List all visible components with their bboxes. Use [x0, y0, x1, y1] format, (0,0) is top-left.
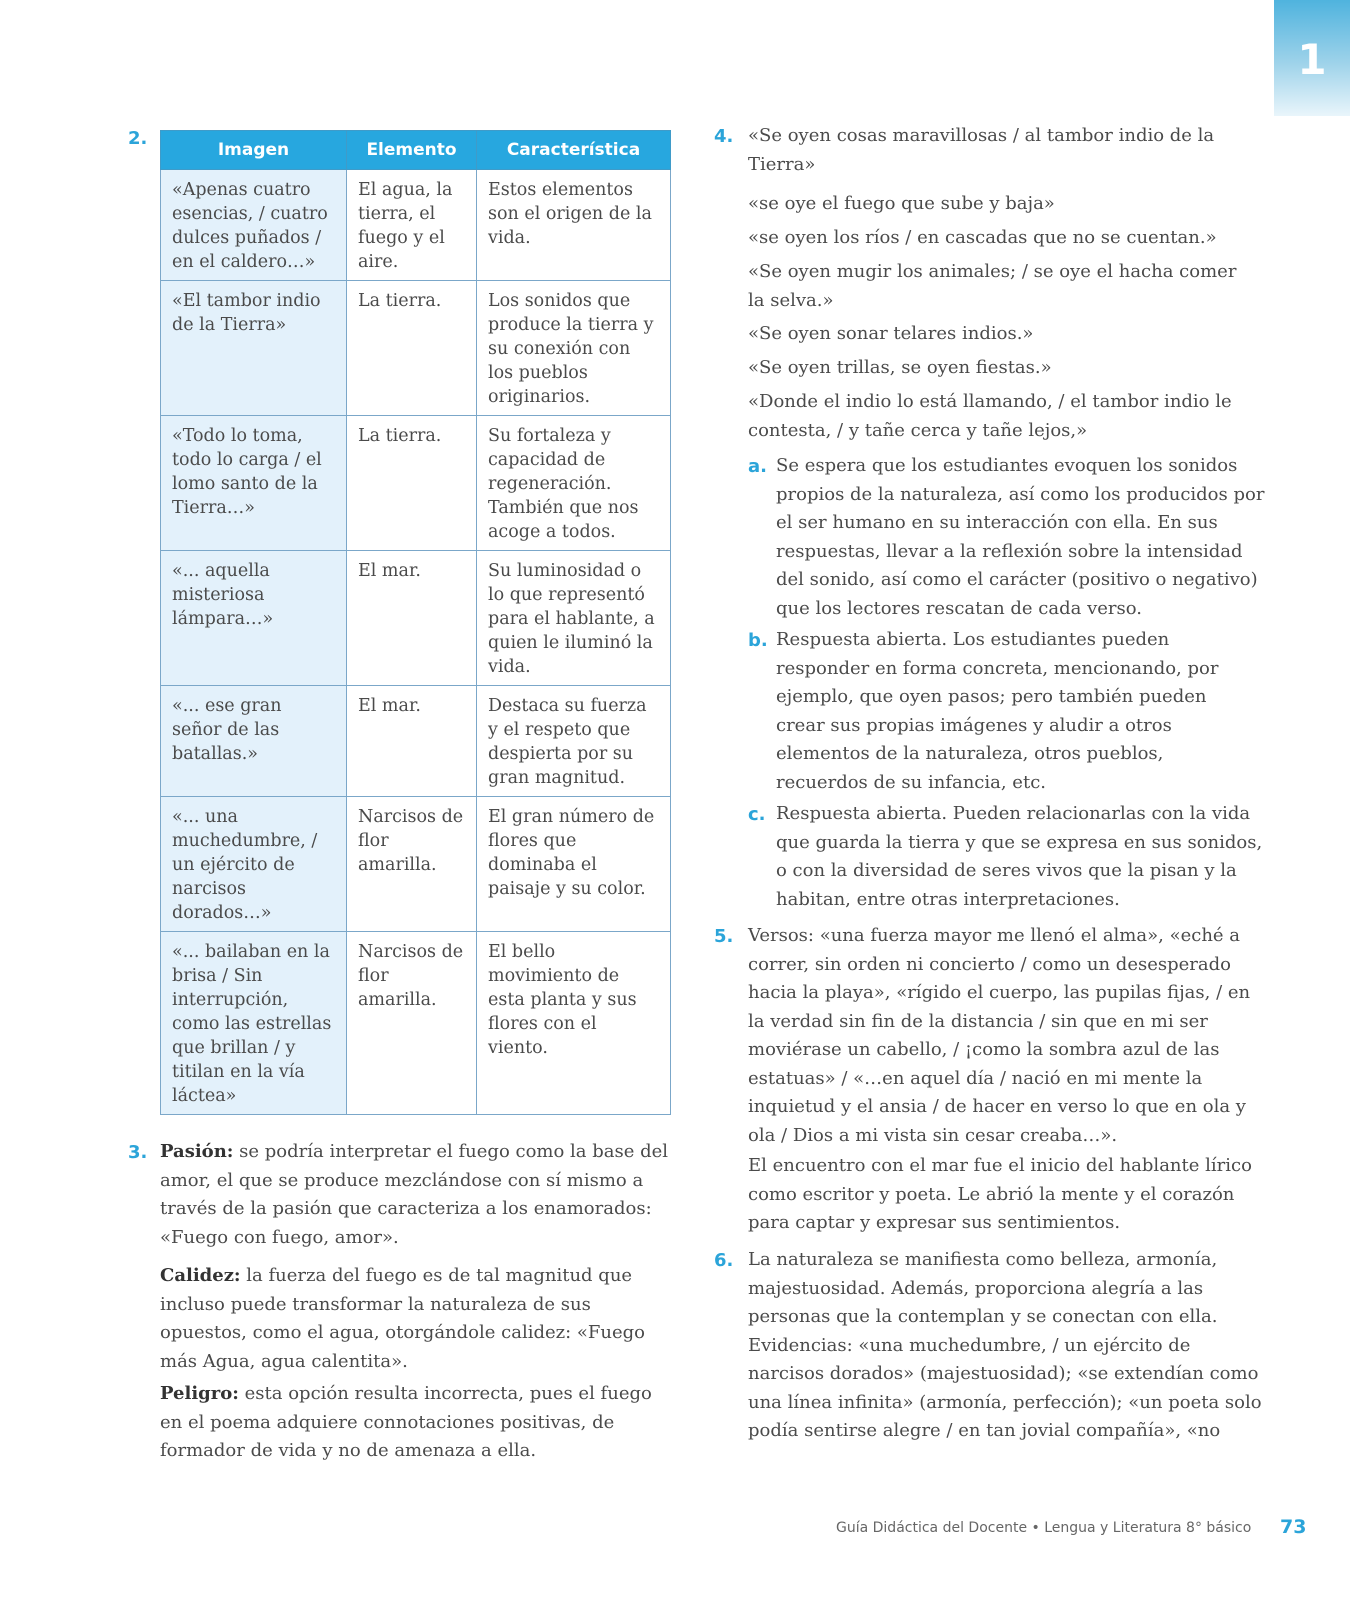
- q4-quote-4: «Se oyen mugir los animales; / se oye el hacha comer la selva.»: [748, 261, 1237, 311]
- footer-text: Guía Didáctica del Docente • Lengua y Literatura 8° básico: [836, 1520, 1252, 1536]
- q3-pasion-paragraph: [160, 1138, 670, 1252]
- cell-caracteristica: Los sonidos que produce la tierra y su conexión con los pueblos originarios.: [477, 281, 671, 416]
- cell-imagen: «... una muchedumbre, / un ejército de narcisos dorados…»: [161, 797, 347, 932]
- header-elemento: Elemento: [347, 131, 477, 170]
- question-6-number: 6.: [714, 1250, 734, 1271]
- cell-caracteristica: El bello movimiento de esta planta y sus flores con el viento.: [477, 932, 671, 1115]
- table-row: [161, 686, 671, 797]
- q4-c-text: Respuesta abierta. Pueden relacionarlas con la vida que guarda la tierra y que se expresa en sus sonidos, o con la diversidad de seres vivos que la pisan y la habitan, entre otras interpretaciones.: [776, 803, 1263, 910]
- q5-verses-paragraph: Versos: «una fuerza mayor me llenó el alma», «eché a correr, sin orden ni concierto / como un desesperado hacia la playa», «rígido el cuerpo, las pupilas fijas, / en la verdad sin fin de la distancia / sin que en mi ser moviérase un cabello, / ¡como la sombra azul de las estatuas» / «…en aquel día / nació en mi mente la inquietud y el ansia / de hacer en verso lo que en ola y ola / Dios a mi vista sin cesar creaba…».: [748, 925, 1251, 1146]
- q4-quote-2: «se oye el fuego que sube y baja»: [748, 193, 1055, 214]
- header-imagen: Imagen: [161, 131, 347, 170]
- cell-caracteristica: Estos elementos son el origen de la vida.: [477, 170, 671, 281]
- table-header-row: [161, 131, 671, 170]
- cell-elemento: El mar.: [347, 686, 477, 797]
- table-row: [161, 416, 671, 551]
- q4-a-text: Se espera que los estudiantes evoquen los sonidos propios de la naturaleza, así como los producidos por el ser humano en su interacción con ella. En sus respuestas, llevar a la reflexión sobre la intensidad del sonido, así como el carácter (positivo o negativo) que los lectores rescatan de cada verso.: [776, 455, 1265, 619]
- cell-elemento: Narcisos de flor amarilla.: [347, 932, 477, 1115]
- table-row: [161, 281, 671, 416]
- cell-imagen: «... aquella misteriosa lámpara…»: [161, 551, 347, 686]
- q5-conclusion-paragraph: El encuentro con el mar fue el inicio del hablante lírico como escritor y poeta. Le abrió la mente y el corazón para captar y expresar sus sentimientos.: [748, 1155, 1252, 1233]
- cell-imagen: «Apenas cuatro esencias, / cuatro dulces puñados / en el caldero…»: [161, 170, 347, 281]
- answer-table: [160, 130, 671, 1115]
- table-row: [161, 932, 671, 1115]
- cell-caracteristica: Destaca su fuerza y el respeto que despierta por su gran magnitud.: [477, 686, 671, 797]
- q3-peligro-paragraph: [160, 1380, 670, 1466]
- cell-caracteristica: Su luminosidad o lo que representó para el hablante, a quien le iluminó la vida.: [477, 551, 671, 686]
- question-3-number: 3.: [128, 1142, 148, 1163]
- q3-calidez-label: Calidez:: [160, 1265, 241, 1286]
- cell-imagen: «El tambor indio de la Tierra»: [161, 281, 347, 416]
- q4-b-text: Respuesta abierta. Los estudiantes pueden responder en forma concreta, mencionando, por ejemplo, que oyen pasos; pero también pueden crear sus propias imágenes y aludir a otros elementos de la naturaleza, otros pueblos, recuerdos de su infancia, etc.: [776, 629, 1219, 793]
- q3-pasion-text: se podría interpretar el fuego como la base del amor, el que se produce mezclándose con sí mismo a través de la pasión que caracteriza a los enamorados: «Fuego con fuego, amor».: [160, 1141, 669, 1248]
- q3-peligro-label: Peligro:: [160, 1383, 239, 1404]
- cell-elemento: El mar.: [347, 551, 477, 686]
- q4-quote-3: «se oyen los ríos / en cascadas que no se cuentan.»: [748, 227, 1217, 248]
- cell-imagen: «... bailaban en la brisa / Sin interrupción, como las estrellas que brillan / y titilan en la vía láctea»: [161, 932, 347, 1115]
- table-row: [161, 170, 671, 281]
- table-row: [161, 551, 671, 686]
- chapter-tab: 1: [1274, 0, 1350, 116]
- question-2-number: 2.: [128, 128, 148, 149]
- q4-quote-6: «Se oyen trillas, se oyen fiestas.»: [748, 357, 1052, 378]
- q4-b-label: b.: [748, 630, 768, 651]
- header-caracteristica: Característica: [477, 131, 671, 170]
- cell-caracteristica: El gran número de flores que dominaba el paisaje y su color.: [477, 797, 671, 932]
- q3-peligro-text: esta opción resulta incorrecta, pues el fuego en el poema adquiere connotaciones positivas, de formador de vida y no de amenaza a ella.: [160, 1383, 652, 1461]
- q4-quote-7: «Donde el indio lo está llamando, / el tambor indio le contesta, / y tañe cerca y tañe lejos,»: [748, 391, 1232, 441]
- question-4-number: 4.: [714, 126, 734, 147]
- page-number: 73: [1280, 1516, 1307, 1538]
- q6-paragraph: La naturaleza se manifiesta como belleza, armonía, majestuosidad. Además, proporciona alegría a las personas que la contemplan y se conectan con ella. Evidencias: «una muchedumbre, / un ejército de narcisos dorados» (majestuosidad); «se extendían como una línea infinita» (armonía, perfección); «un poeta solo podía sentirse alegre / en tan jovial compañía», «no: [748, 1249, 1262, 1441]
- q3-calidez-text: la fuerza del fuego es de tal magnitud que incluso puede transformar la naturaleza de sus opuestos, como el agua, otorgándole calidez: «Fuego más Agua, agua calentita».: [160, 1265, 646, 1372]
- cell-elemento: La tierra.: [347, 281, 477, 416]
- cell-caracteristica: Su fortaleza y capacidad de regeneración. También que nos acoge a todos.: [477, 416, 671, 551]
- question-5-number: 5.: [714, 926, 734, 947]
- q4-a-label: a.: [748, 456, 767, 477]
- cell-elemento: Narcisos de flor amarilla.: [347, 797, 477, 932]
- cell-imagen: «... ese gran señor de las batallas.»: [161, 686, 347, 797]
- q4-quote-5: «Se oyen sonar telares indios.»: [748, 323, 1034, 344]
- cell-imagen: «Todo lo toma, todo lo carga / el lomo santo de la Tierra…»: [161, 416, 347, 551]
- cell-elemento: La tierra.: [347, 416, 477, 551]
- q4-c-label: c.: [748, 804, 766, 825]
- cell-elemento: El agua, la tierra, el fuego y el aire.: [347, 170, 477, 281]
- q4-quote-1: «Se oyen cosas maravillosas / al tambor indio de la Tierra»: [748, 125, 1215, 175]
- q3-pasion-label: Pasión:: [160, 1141, 234, 1162]
- q3-calidez-paragraph: [160, 1262, 670, 1376]
- table-row: [161, 797, 671, 932]
